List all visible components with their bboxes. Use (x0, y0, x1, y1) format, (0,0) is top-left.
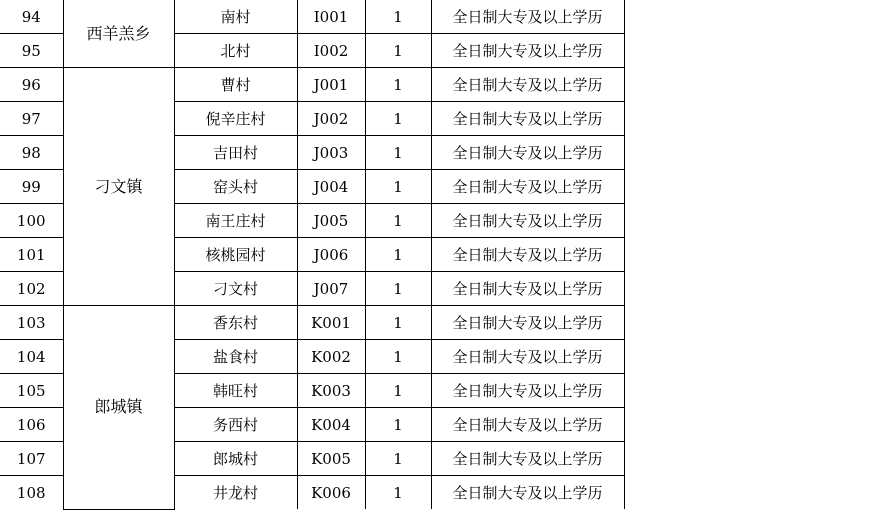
row-number-cell: 106 (0, 408, 63, 442)
position-code-cell: K001 (297, 306, 365, 340)
position-code-cell: J006 (297, 238, 365, 272)
row-number-cell: 99 (0, 170, 63, 204)
headcount-cell: 1 (365, 0, 431, 34)
village-cell: 韩旺村 (174, 374, 297, 408)
row-number-cell: 104 (0, 340, 63, 374)
village-cell: 务西村 (174, 408, 297, 442)
headcount-cell: 1 (365, 476, 431, 510)
village-cell: 刁文村 (174, 272, 297, 306)
headcount-cell: 1 (365, 68, 431, 102)
education-cell: 全日制大专及以上学历 (431, 272, 624, 306)
headcount-cell: 1 (365, 374, 431, 408)
headcount-cell: 1 (365, 238, 431, 272)
education-cell: 全日制大专及以上学历 (431, 136, 624, 170)
education-cell: 全日制大专及以上学历 (431, 408, 624, 442)
education-cell: 全日制大专及以上学历 (431, 34, 624, 68)
village-cell: 南村 (174, 0, 297, 34)
headcount-cell: 1 (365, 136, 431, 170)
position-code-cell: J003 (297, 136, 365, 170)
position-code-cell: I002 (297, 34, 365, 68)
row-number-cell: 98 (0, 136, 63, 170)
education-cell: 全日制大专及以上学历 (431, 374, 624, 408)
row-number-cell: 102 (0, 272, 63, 306)
village-cell: 井龙村 (174, 476, 297, 510)
position-code-cell: K006 (297, 476, 365, 510)
position-code-cell: J007 (297, 272, 365, 306)
town-cell: 郎城镇 (63, 306, 174, 510)
village-cell: 香东村 (174, 306, 297, 340)
village-cell: 吉田村 (174, 136, 297, 170)
row-number-cell: 97 (0, 102, 63, 136)
position-code-cell: K004 (297, 408, 365, 442)
row-number-cell: 107 (0, 442, 63, 476)
education-cell: 全日制大专及以上学历 (431, 238, 624, 272)
row-number-cell: 101 (0, 238, 63, 272)
education-cell: 全日制大专及以上学历 (431, 170, 624, 204)
village-cell: 核桃园村 (174, 238, 297, 272)
row-number-cell: 94 (0, 0, 63, 34)
position-code-cell: I001 (297, 0, 365, 34)
education-cell: 全日制大专及以上学历 (431, 0, 624, 34)
position-code-cell: K005 (297, 442, 365, 476)
row-number-cell: 96 (0, 68, 63, 102)
headcount-cell: 1 (365, 34, 431, 68)
row-number-cell: 105 (0, 374, 63, 408)
headcount-cell: 1 (365, 340, 431, 374)
position-code-cell: K003 (297, 374, 365, 408)
headcount-cell: 1 (365, 272, 431, 306)
position-code-cell: J001 (297, 68, 365, 102)
headcount-cell: 1 (365, 170, 431, 204)
village-cell: 北村 (174, 34, 297, 68)
education-cell: 全日制大专及以上学历 (431, 68, 624, 102)
town-cell: 西羊羔乡 (63, 0, 174, 68)
education-cell: 全日制大专及以上学历 (431, 306, 624, 340)
education-cell: 全日制大专及以上学历 (431, 102, 624, 136)
town-cell: 刁文镇 (63, 68, 174, 306)
position-code-cell: J004 (297, 170, 365, 204)
education-cell: 全日制大专及以上学历 (431, 340, 624, 374)
headcount-cell: 1 (365, 442, 431, 476)
village-cell: 南王庄村 (174, 204, 297, 238)
village-cell: 盐食村 (174, 340, 297, 374)
education-cell: 全日制大专及以上学历 (431, 476, 624, 510)
village-cell: 窑头村 (174, 170, 297, 204)
headcount-cell: 1 (365, 306, 431, 340)
village-cell: 倪辛庄村 (174, 102, 297, 136)
village-cell: 郎城村 (174, 442, 297, 476)
position-code-cell: K002 (297, 340, 365, 374)
education-cell: 全日制大专及以上学历 (431, 204, 624, 238)
headcount-cell: 1 (365, 408, 431, 442)
education-cell: 全日制大专及以上学历 (431, 442, 624, 476)
row-number-cell: 108 (0, 476, 63, 510)
table-row (0, 0, 624, 34)
row-number-cell: 103 (0, 306, 63, 340)
position-code-cell: J002 (297, 102, 365, 136)
headcount-cell: 1 (365, 102, 431, 136)
position-code-cell: J005 (297, 204, 365, 238)
village-cell: 曹村 (174, 68, 297, 102)
table-row (0, 68, 624, 102)
table-row (0, 306, 624, 340)
headcount-cell: 1 (365, 204, 431, 238)
row-number-cell: 100 (0, 204, 63, 238)
row-number-cell: 95 (0, 34, 63, 68)
